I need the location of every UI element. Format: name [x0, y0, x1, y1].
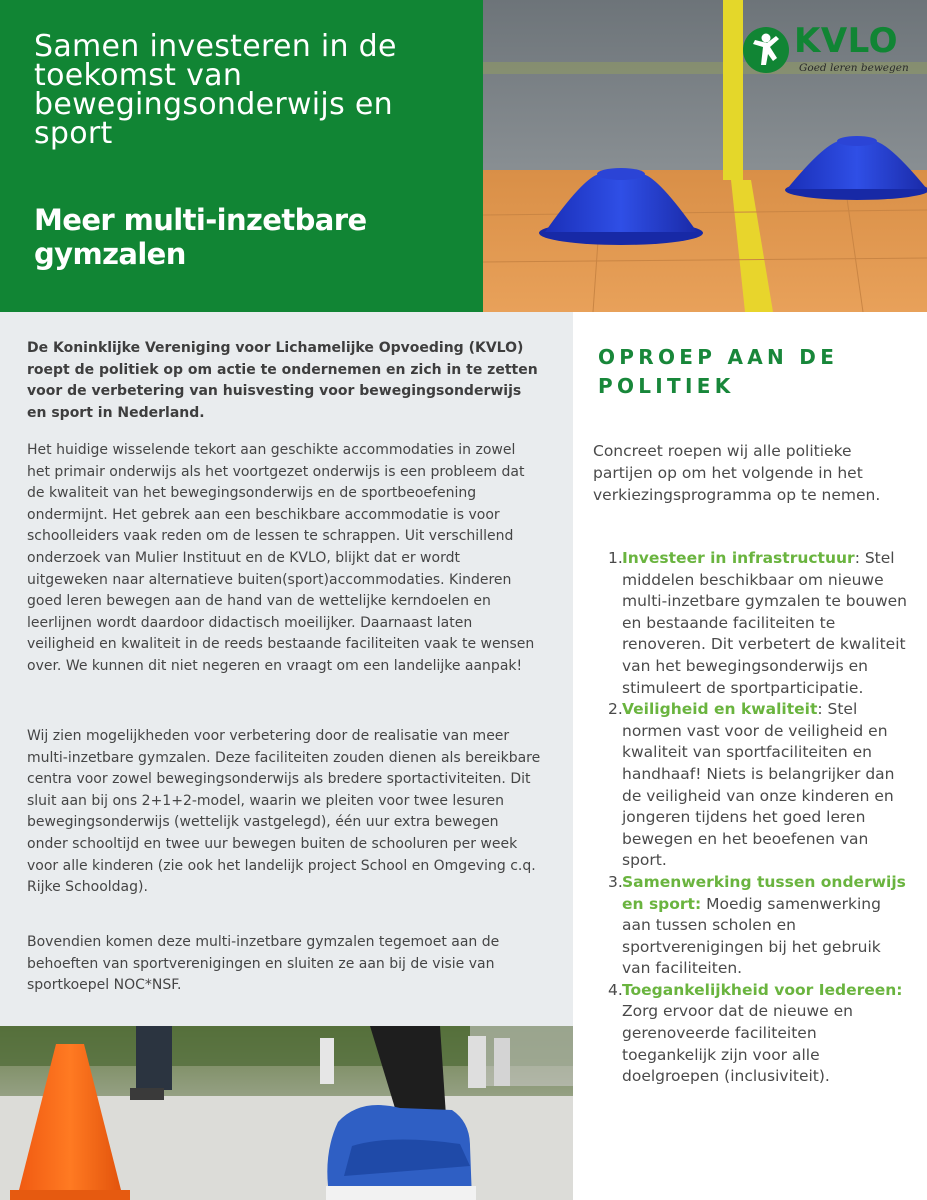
list-number: 1.: [608, 549, 623, 567]
list-item-text: Moedig samenwerking aan tussen scholen en sportverenigingen bij het gebruik van faciliteiten.: [622, 894, 881, 978]
call-to-action-title: OPROEP AAN DE POLITIEK: [598, 345, 839, 398]
list-item: [598, 872, 908, 980]
list-item: [598, 699, 908, 872]
page-title: Samen investeren in de toekomst van bewegingsonderwijs en sport: [34, 29, 397, 151]
logo-tagline: Goed leren bewegen: [799, 62, 909, 74]
list-item: [598, 980, 908, 1088]
list-item-title: Toegankelijkheid voor Iedereen:: [622, 980, 903, 999]
body-paragraph: Wij zien mogelijkheden voor verbetering door de realisatie van meer multi-inzetbare gymzalen. Deze faciliteiten zouden dienen als bereikbare centra voor zowel bewegingsonderwijs als bredere sportactiviteiten. Dit sluit aan bij ons 2+1+2-model, waarin we pleiten voor twee lesuren bewegingsonderwijs (wettelijk vastgelegd), één uur extra bewegen onder schooltijd en twee uur bewegen buiten de schooluren per week voor alle kinderen (zie ook het landelijk project School en Omgeving c.q. Rijke Schooldag).: [27, 728, 541, 896]
list-item-text: Zorg ervoor dat de nieuwe en gerenoveerde faciliteiten toegankelijk zijn voor alle doelgroepen (inclusiviteit).: [622, 1002, 853, 1086]
list-item-text: : Stel normen vast voor de veiligheid en kwaliteit van sportfaciliteiten en handhaaf! Niets is belangrijker dan de veiligheid van onze kinderen en jongeren tijdens het goed leren bewegen en het beoefenen van sport.: [622, 700, 895, 870]
kvlo-logo: [741, 21, 909, 82]
body-paragraph: Bovendien komen deze multi-inzetbare gymzalen tegemoet aan de behoeften van sportverenigingen en sluiten ze aan bij de visie van sportkoepel NOC*NSF.: [27, 934, 500, 994]
list-item: [598, 548, 908, 699]
schoolyard-photo: [0, 1026, 573, 1200]
list-number: 4.: [608, 980, 623, 999]
body-paragraph: Het huidige wisselende tekort aan geschikte accommodaties in zowel het primair onderwijs als het voortgezet onderwijs is een probleem dat de kwaliteit van het bewegingsonderwijs en de sportbeoefening ondermijnt. Het gebrek aan een beschikbare accommodatie is voor schoolleiders vaak reden om de lessen te schrappen. Uit verschillend onderzoek van Mulier Instituut en de KVLO, blijkt dat er wordt uitgeweken naar alternatieve buiten(sport)accommodaties. Kinderen goed leren bewegen aan de hand van de wettelijke kerndoelen en leerlijnen wordt daardoor didactisch moeilijker. Daarnaast laten veiligheid en kwaliteit in de reeds bestaande faciliteiten vaak te wensen over. We kunnen dit niet negeren en vraagt om een landelijke aanpak!: [27, 442, 535, 674]
list-number: 2.: [608, 700, 623, 719]
logo-wordmark: KVLO: [794, 21, 899, 61]
kvlo-figure-icon: [741, 25, 791, 75]
list-item-title: Samenwerking tussen onderwijs en sport:: [622, 872, 906, 913]
call-list: [598, 548, 908, 1088]
page-subtitle: Meer multi-inzetbare gymzalen: [34, 203, 367, 271]
list-item-text: : Stel middelen beschikbaar om nieuwe multi-inzetbare gymzalen te bouwen en bestaande faciliteiten te renoveren. Dit verbetert de kwaliteit van het bewegingsonderwijs en stimuleert de sportparticipatie.: [622, 549, 907, 697]
call-intro: Concreet roepen wij alle politieke partijen op om het volgende in het verkiezingsprogramma op te nemen.: [593, 442, 881, 504]
list-item-title: Veiligheid en kwaliteit: [622, 700, 818, 719]
list-item-title: Investeer in infrastructuur: [622, 549, 855, 567]
list-number: 3.: [608, 872, 623, 891]
header-banner: [0, 0, 483, 312]
intro-paragraph: De Koninklijke Vereniging voor Lichamelijke Opvoeding (KVLO) roept de politiek op om actie te ondernemen en zich in te zetten voor de verbetering van huisvesting voor bewegingsonderwijs en sport in Nederland.: [27, 340, 538, 421]
